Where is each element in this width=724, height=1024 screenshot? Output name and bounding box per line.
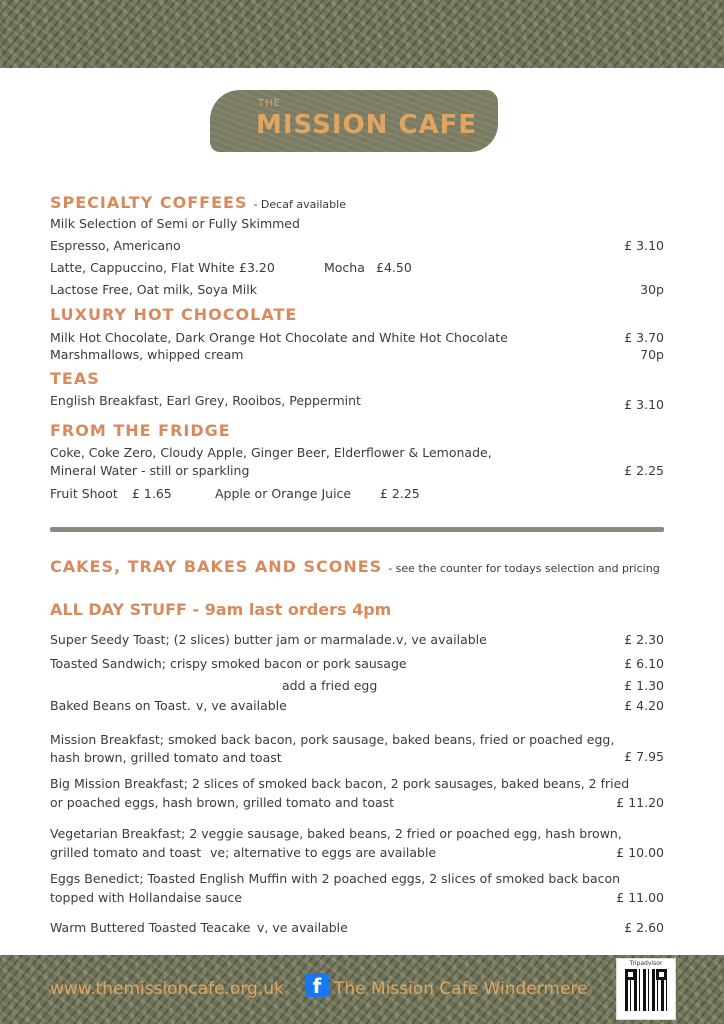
coffee-espresso: Espresso, Americano <box>50 238 181 253</box>
allday-eggs-line-1: Eggs Benedict; Toasted English Muffin with 2 poached eggs, 2 slices of smoked back bacon <box>50 871 621 886</box>
section-cakes-heading: CAKES, TRAY BAKES AND SCONES - see the counter for todays selection and pricing <box>50 557 660 576</box>
coffee-latte-price: £3.20 <box>239 260 275 275</box>
section-teas-heading: TEAS <box>50 369 100 388</box>
tripadvisor-qr[interactable] <box>616 958 676 1020</box>
allday-teacake-note: v, ve available <box>257 920 348 935</box>
allday-toast-price: £ 2.30 <box>624 632 664 647</box>
coffee-latte: Latte, Cappuccino, Flat White <box>50 260 235 275</box>
facebook-icon: f <box>305 973 329 997</box>
allday-sandwich: Toasted Sandwich; crispy smoked bacon or pork sausage <box>50 656 407 671</box>
cafe-logo <box>210 90 498 152</box>
allday-eggs-line-2: topped with Hollandaise sauce <box>50 890 242 905</box>
chocolate-price: £ 3.70 <box>624 330 664 345</box>
allday-beans-price: £ 4.20 <box>624 698 664 713</box>
allday-mission-line-1: Mission Breakfast; smoked back bacon, pork sausage, baked beans, fried or poached egg, <box>50 732 615 747</box>
section-fridge-heading: FROM THE FRIDGE <box>50 421 231 440</box>
website-link[interactable]: www.themissioncafe.org.uk <box>50 979 284 999</box>
allday-teacake: Warm Buttered Toasted Teacake <box>50 920 251 935</box>
fridge-juice: Apple or Orange Juice <box>215 486 352 501</box>
decaf-note: - Decaf available <box>253 198 346 211</box>
section-allday-heading: ALL DAY STUFF - 9am last orders 4pm <box>50 600 392 619</box>
section-coffees-heading: SPECIALTY COFFEES - Decaf available <box>50 193 346 212</box>
teas-price: £ 3.10 <box>624 397 664 412</box>
cakes-note: - see the counter for todays selection and pricing <box>388 562 660 575</box>
chocolate-extra: Marshmallows, whipped cream <box>50 347 244 362</box>
fridge-price: £ 2.25 <box>624 463 664 478</box>
allday-big-line-1: Big Mission Breakfast; 2 slices of smoked back bacon, 2 pork sausages, baked beans, 2 fried <box>50 776 630 791</box>
coffee-lactose: Lactose Free, Oat milk, Soya Milk <box>50 282 257 297</box>
facebook-page-link[interactable]: The Mission Cafe Windermere <box>334 979 588 999</box>
allday-egg-price: £ 1.30 <box>624 678 664 693</box>
allday-sandwich-price: £ 6.10 <box>624 656 664 671</box>
allday-veg-line-1: Vegetarian Breakfast; 2 veggie sausage, baked beans, 2 fried or poached egg, hash brown, <box>50 826 622 841</box>
section-chocolate-heading: LUXURY HOT CHOCOLATE <box>50 305 298 324</box>
logo-name: MISSION CAFE <box>256 110 478 140</box>
fridge-juice-price: £ 2.25 <box>380 486 420 501</box>
allday-mission-line-2: hash brown, grilled tomato and toast <box>50 750 282 765</box>
allday-toast-note: v, ve available <box>396 632 487 647</box>
allday-egg: add a fried egg <box>282 678 378 693</box>
allday-teacake-price: £ 2.60 <box>624 920 664 935</box>
coffee-mocha: Mocha <box>324 260 365 275</box>
coffee-lactose-price: 30p <box>640 282 664 297</box>
coffee-milk-line: Milk Selection of Semi or Fully Skimmed <box>50 216 300 231</box>
coffee-mocha-price: £4.50 <box>376 260 412 275</box>
coffee-espresso-price: £ 3.10 <box>624 238 664 253</box>
fridge-line-2: Mineral Water - still or sparkling <box>50 463 250 478</box>
allday-toast: Super Seedy Toast; (2 slices) butter jam or marmalade. <box>50 632 396 647</box>
top-texture-band <box>0 0 724 68</box>
allday-veg-note: ve; alternative to eggs are available <box>210 845 437 860</box>
section-divider <box>50 527 664 532</box>
allday-eggs-price: £ 11.00 <box>616 890 664 905</box>
allday-big-price: £ 11.20 <box>616 795 664 810</box>
chocolate-item: Milk Hot Chocolate, Dark Orange Hot Chocolate and White Hot Chocolate <box>50 330 508 345</box>
fridge-fruit-shoot: Fruit Shoot <box>50 486 118 501</box>
teas-item: English Breakfast, Earl Grey, Rooibos, Peppermint <box>50 393 361 408</box>
allday-veg-price: £ 10.00 <box>616 845 664 860</box>
logo-the: THE <box>258 98 281 109</box>
allday-veg-line-2: grilled tomato and toast <box>50 845 202 860</box>
qr-label: Tripadvisor <box>629 960 663 967</box>
allday-mission-price: £ 7.95 <box>624 749 664 764</box>
allday-big-line-2: or poached eggs, hash brown, grilled tomato and toast <box>50 795 395 810</box>
allday-beans: Baked Beans on Toast. <box>50 698 191 713</box>
allday-beans-note: v, ve available <box>196 698 287 713</box>
fridge-line-1: Coke, Coke Zero, Cloudy Apple, Ginger Beer, Elderflower & Lemonade, <box>50 445 492 460</box>
chocolate-extra-price: 70p <box>640 347 664 362</box>
fridge-fruit-shoot-price: £ 1.65 <box>132 486 172 501</box>
qr-code-icon <box>625 969 667 1011</box>
